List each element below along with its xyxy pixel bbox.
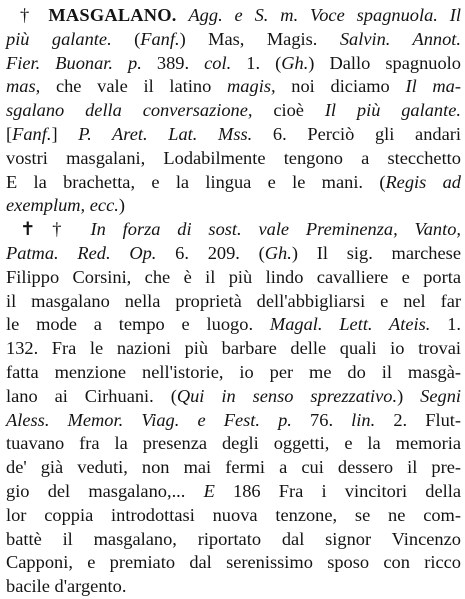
text-line <box>6 480 461 504</box>
text-run: ) Mas, Magis. <box>179 28 340 49</box>
italic-text: col. <box>204 52 232 73</box>
italic-text: Aless. Memor. Viag. e Fest. p. <box>6 409 292 430</box>
text-run: fatta menzione nell'istorie, io per me do il masgà- <box>6 361 461 382</box>
text-line <box>6 52 461 76</box>
text-line <box>6 432 461 456</box>
italic-text: Il più galante. <box>324 100 461 121</box>
text-line <box>6 409 461 433</box>
italic-text: Il ma- <box>405 76 461 97</box>
text-run: bacile d'argento. <box>6 576 127 597</box>
italic-text: Segni <box>420 385 461 406</box>
text-line <box>6 385 461 409</box>
text-line <box>6 28 461 52</box>
italic-text: sgalano della conversazione, <box>6 100 253 121</box>
text-run: ) Il sig. marchese <box>291 242 461 263</box>
italic-text: E <box>203 480 215 501</box>
text-run: Capponi, e premiato dal serenissimo sposo con ricco <box>6 552 461 573</box>
text-run: E la brachetta, e la lingua e le mani. ( <box>6 171 386 192</box>
text-run: il masgalano nella proprietà dell'abbigliarsi e nel far <box>6 290 461 311</box>
text-run: 1. <box>430 314 462 335</box>
text-line <box>6 290 461 314</box>
text-line <box>6 123 461 147</box>
text-line <box>6 313 461 337</box>
italic-text: In forza di sost. vale Preminenza, Vanto, <box>90 219 461 240</box>
text-run: cioè <box>252 100 325 121</box>
text-run: le mode a tempo e luogo. <box>6 314 270 335</box>
text-line <box>6 528 461 552</box>
italic-text: magis, <box>227 76 276 97</box>
text-run: 6. 209. ( <box>156 242 265 263</box>
text-run: ) <box>118 195 125 216</box>
text-run: lor coppia introdottasi nuova tenzone, se ne com- <box>6 504 461 525</box>
italic-text: Gh. <box>281 52 309 73</box>
text-run: 2. Flut- <box>375 409 462 430</box>
text-run: ( <box>111 28 141 49</box>
text-line <box>6 242 461 266</box>
text-line <box>6 361 461 385</box>
text-run <box>177 5 189 25</box>
italic-text: Fanf. <box>12 123 52 144</box>
entry-main-paragraph <box>6 4 461 218</box>
text-run: gio del masgalano,... <box>6 480 204 501</box>
italic-text: Fier. Buonar. p. <box>6 52 142 73</box>
headword: MASGALANO. <box>48 5 177 25</box>
text-run: 132. Fra le nazioni più barbare delle quali io trovai <box>6 338 461 359</box>
italic-text: Patma. Red. Op. <box>6 242 157 263</box>
italic-text: Gh. <box>264 242 292 263</box>
entry-sense-paragraph <box>6 218 461 599</box>
italic-text: exemplum, ecc. <box>6 195 119 216</box>
dictionary-entry <box>6 4 461 599</box>
text-run: lano ai Cirhuani. ( <box>6 385 177 406</box>
text-run: 6. Perciò gli andari <box>252 123 461 144</box>
text-run: ) <box>397 385 421 406</box>
text-run: 76. <box>291 409 352 430</box>
italic-text: Fanf. <box>140 28 180 49</box>
text-run: 1. ( <box>231 52 282 73</box>
italic-text: Agg. e S. m. Voce spagnuola. Il <box>188 5 461 25</box>
italic-text: Salvin. Annot. <box>339 28 461 49</box>
text-run: 186 Fra i vincitori della <box>214 480 462 501</box>
text-line <box>6 75 461 99</box>
text-line <box>6 337 461 361</box>
text-run: 389. <box>141 52 205 73</box>
text-line <box>6 99 461 123</box>
italic-text: Qui in senso sprezzativo. <box>176 385 398 406</box>
text-line <box>6 218 461 242</box>
text-run: ] <box>51 123 79 144</box>
text-line <box>6 171 461 195</box>
text-run: vostri masgalani, Lodabilmente tengono a stecchetto <box>6 147 461 168</box>
text-line <box>6 4 461 28</box>
italic-text: mas, <box>6 76 41 97</box>
text-line <box>6 147 461 171</box>
text-run: battè il masgalano, riportato dal signor Vincenzo <box>6 528 461 549</box>
text-run: de' già veduti, non mai fermi a cui dessero il pre- <box>6 457 461 478</box>
text-run: ) Dallo spagnuolo <box>308 52 461 73</box>
text-line <box>6 551 461 575</box>
text-line <box>6 194 461 218</box>
text-line <box>6 504 461 528</box>
italic-text: più galante. <box>6 28 112 49</box>
text-run: [ <box>6 123 13 144</box>
text-line <box>6 575 461 599</box>
italic-text: P. Aret. Lat. Mss. <box>78 123 253 144</box>
italic-text: Magal. Lett. Ateis. <box>269 314 431 335</box>
text-run: ✝ † <box>20 219 91 240</box>
italic-text: Regis ad <box>385 171 461 192</box>
text-run: noi diciamo <box>275 76 406 97</box>
text-line <box>6 266 461 290</box>
text-run: tuavano fra la presenza degli oggetti, e la memoria <box>6 433 461 454</box>
text-run: che vale il latino <box>40 76 228 97</box>
text-run: † <box>20 5 49 25</box>
text-run: Filippo Corsini, che è il più lindo cavalliere e porta <box>6 266 461 287</box>
text-line <box>6 456 461 480</box>
italic-text: lin. <box>351 409 376 430</box>
